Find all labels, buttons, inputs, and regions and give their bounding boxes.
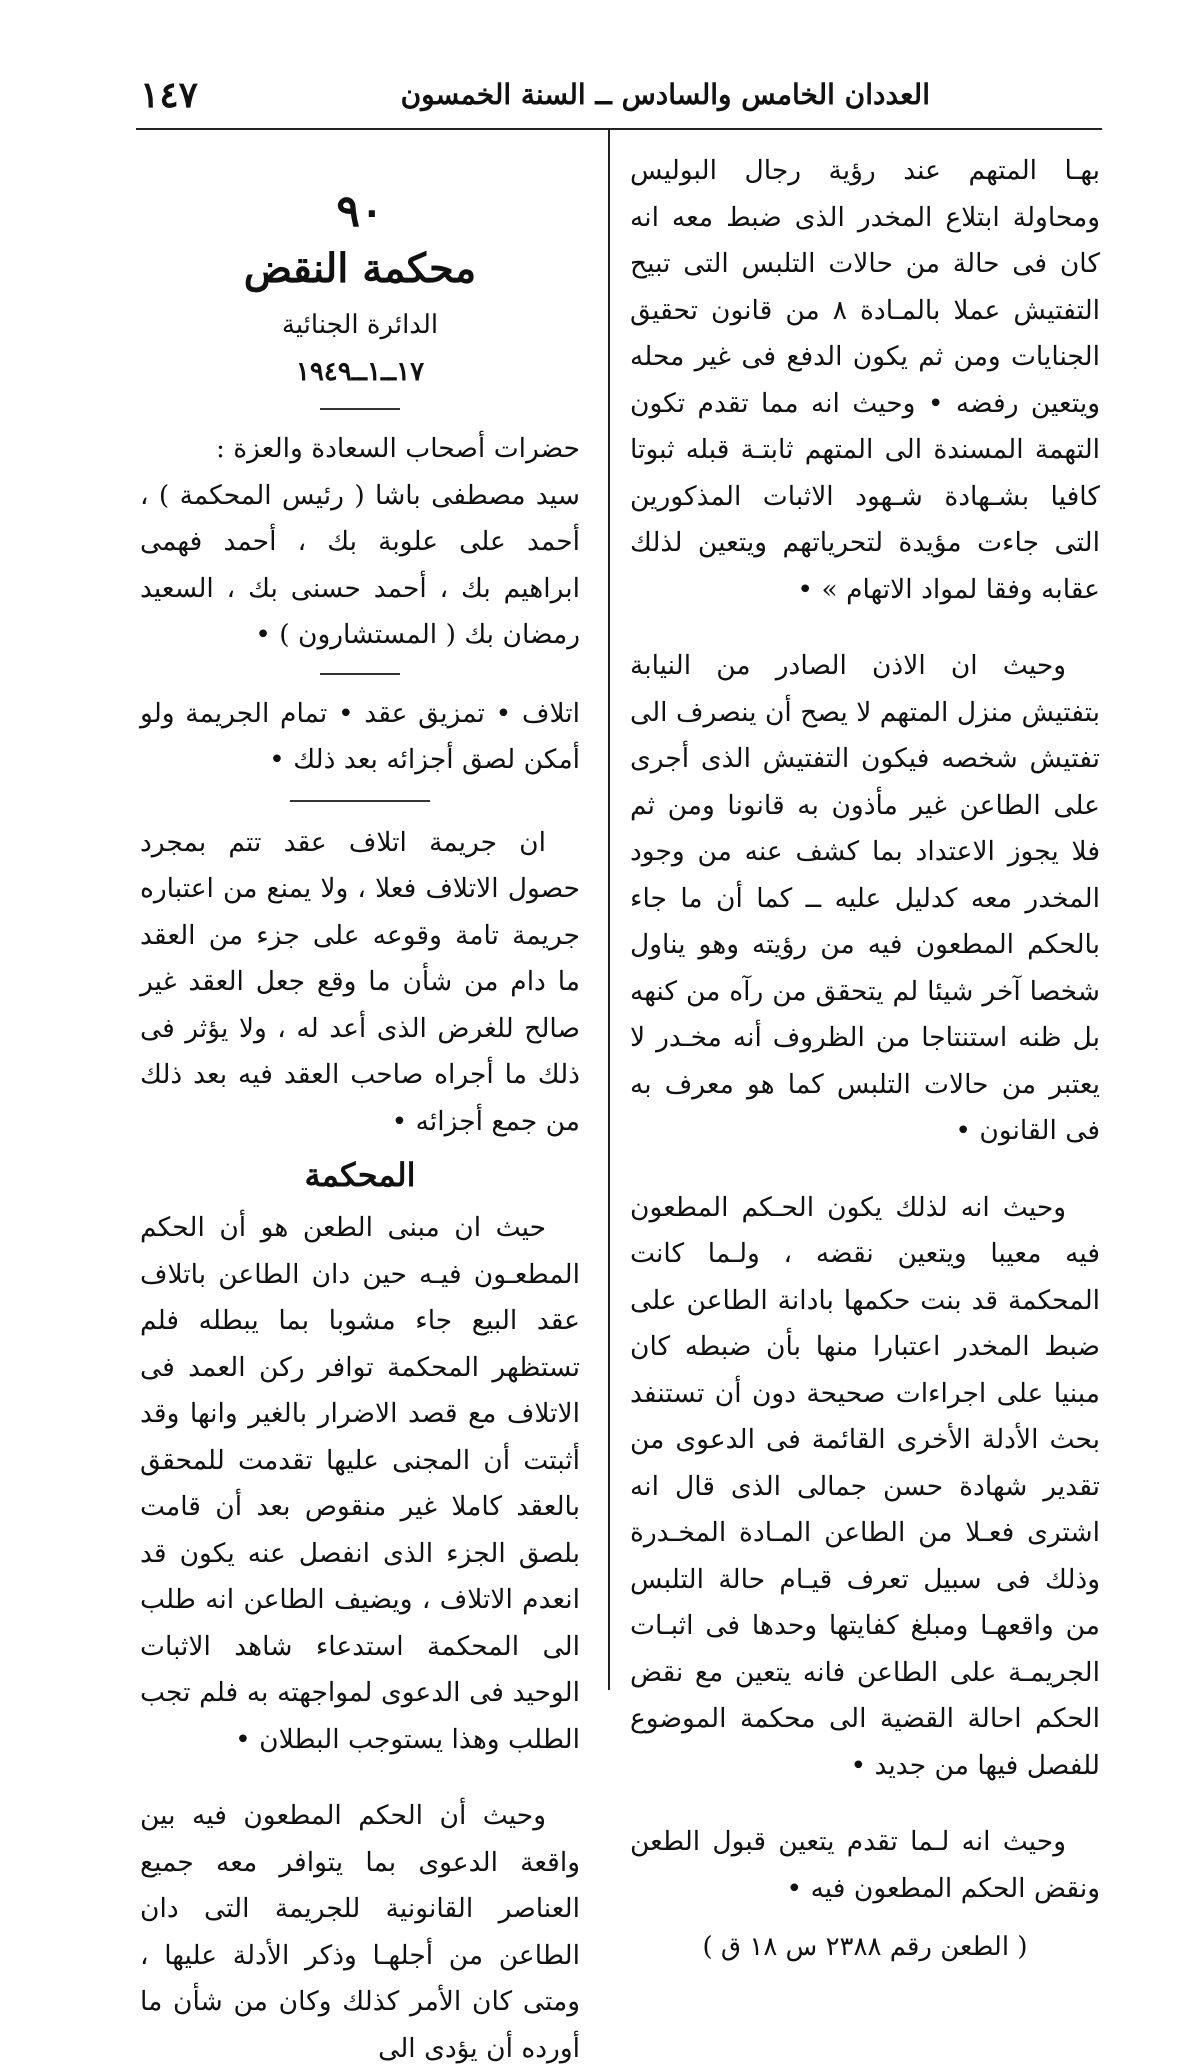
headnote: اتلاف • تمزيق عقد • تمام الجريمة ولو أمكن لصق أجزائه بعد ذلك • <box>140 697 580 775</box>
case-citation: ( الطعن رقم ٢٣٨٨ س ١٨ ق ) <box>702 1932 1028 1962</box>
paragraph: وحيث انه لذلك يكون الحـكم المطعون فيه معيبا ويتعين نقضه ، ولـما كانت المحكمة قد بنت حكمها بادانة الطاعن على ضبط المخدر اعتبارا منها بأن ضبطه كان مبنيا على اجراءات صحيحة دون أن تستنفد بحث الأدلة الأخرى القائمة فى الدعوى من تقدير شهادة حسن جمالى الذى قال انه اشترى فعـلا من الطاعن المـادة المخـدرة وذلك فى سبيل تعرف قيـام حالة التلبس من واقعهـا ومبلغ كفايتها وحدها فى اثبـات الجريمـة على الطاعن فانه يتعين مع نقض الحكم احالة القضية الى محكمة الموضوع للفصل فيها من جديد • <box>630 1191 1100 1781</box>
session-date: ١٧ــ١ــ١٩٤٩ <box>295 357 425 387</box>
attendees-intro: حضرات أصحاب السعادة والعزة : <box>215 433 580 464</box>
divider <box>290 800 430 802</box>
circuit-name: الدائرة الجنائية <box>281 310 439 340</box>
legal-principle: ان جريمة اتلاف عقد تتم بمجرد حصول الاتلاف فعلا ، ولا يمنع من اعتباره جريمة تامة وقوعه على جزء من العقد ما دام من شأن ما وقع جعل العقد غير صالح للغرض الذى أعد له ، ولا يؤثر فى ذلك ما أجراه صاحب العقد فيه بعد ذلك من جمع أجزائه • <box>140 826 580 1137</box>
divider <box>320 673 400 675</box>
paragraph: حيث ان مبنى الطعن هو أن الحكم المطعـون فيـه حين دان الطاعن باتلاف عقد البيع جاء مشوبا بما يبطله فلم تستظهر المحكمة توافر ركن العمد فى الاتلاف مع قصد الاضرار بالغير وانها وقد أثبتت أن المجنى عليها تقدمت للمحقق بالعقد كاملا غير منقوص بعد أن قامت بلصق الجزء الذى انفصل عنه يكون قد انعدم الاتلاف ، ويضيف الطاعن انه طلب الى المحكمة استدعاء شاهد الاثبات الوحيد فى الدعوى لمواجهته به فلم تجب الطلب وهذا يستوجب البطلان • <box>140 1212 580 1755</box>
case-number: ٩٠ <box>336 186 384 237</box>
section-heading: المحكمة <box>304 1156 416 1194</box>
column-divider <box>608 130 610 1690</box>
page-number: ١٤٧ <box>140 74 199 116</box>
paragraph: وحيث انه لـما تقدم يتعين قبول الطعن ونقض الحكم المطعون فيه • <box>630 1826 1100 1904</box>
paragraph: وحيث أن الحكم المطعون فيه بين واقعة الدعوى بما يتوافر معه جميع العناصر القانونية للجريمة التى دان الطاعن من أجلهـا وذكر الأدلة عليها ، ومتى كان الأمر كذلك وكان من شأن ما أورده أن يؤدى الى <box>140 1800 580 2064</box>
paragraph-gap <box>630 613 1100 643</box>
court-name: محكمة النقض <box>243 245 477 292</box>
paragraph-gap <box>140 1763 580 1793</box>
paragraph-gap <box>630 1789 1100 1819</box>
right-column <box>630 148 1100 1970</box>
attendees-list: سيد مصطفى باشا ( رئيس المحكمة ) ، أحمد على علوبة بك ، أحمد فهمى ابراهيم بك ، أحمد حسنى بك ، السعيد رمضان بك ( المستشارون ) • <box>140 479 580 650</box>
paragraph: وحيث ان الاذن الصادر من النيابة بتفتيش منزل المتهم لا يصح أن ينصرف الى تفتيش شخصه فيكون التفتيش الذى أجرى على الطاعن غير مأذون به قانونا ومن ثم فلا يجوز الاعتداد بما كشف عنه من وجود المخدر معه كدليل عليه ــ كما أن ما جاء بالحكم المطعون فيه من رؤيته وهو يناول شخصا آخر شيئا لم يتحقق من رآه من كنهه بل ظنه استنتاجا من الظروف أنه مخـدر لا يعتبر من حالات التلبس كما هو معرف به فى القانون • <box>630 650 1100 1146</box>
header-rule <box>136 128 1102 130</box>
divider <box>320 408 400 410</box>
paragraph-gap <box>630 1155 1100 1185</box>
left-column <box>140 148 580 2072</box>
page-header <box>140 74 1100 118</box>
running-title: العددان الخامس والسادس ــ السنة الخمسون <box>400 78 930 111</box>
paragraph: بهـا المتهم عند رؤية رجال البوليس ومحاولة ابتلاع المخدر الذى ضبط معه انه كان فى حالة من حالات التلبس التى تبيح التفتيش عملا بالمـادة ٨ من قانون تحقيق الجنايات ومن ثم يكون الدفع فى غير محله ويتعين رفضه • وحيث انه مما تقدم تكون التهمة المسندة الى المتهم ثابتـة قبله ثبوتا كافيا بشـهادة شـهود الاثبات المذكورين التى جاءت مؤيدة لتحرياتهم ويتعين لذلك عقابه وفقا لمواد الاتهام » • <box>630 155 1101 605</box>
